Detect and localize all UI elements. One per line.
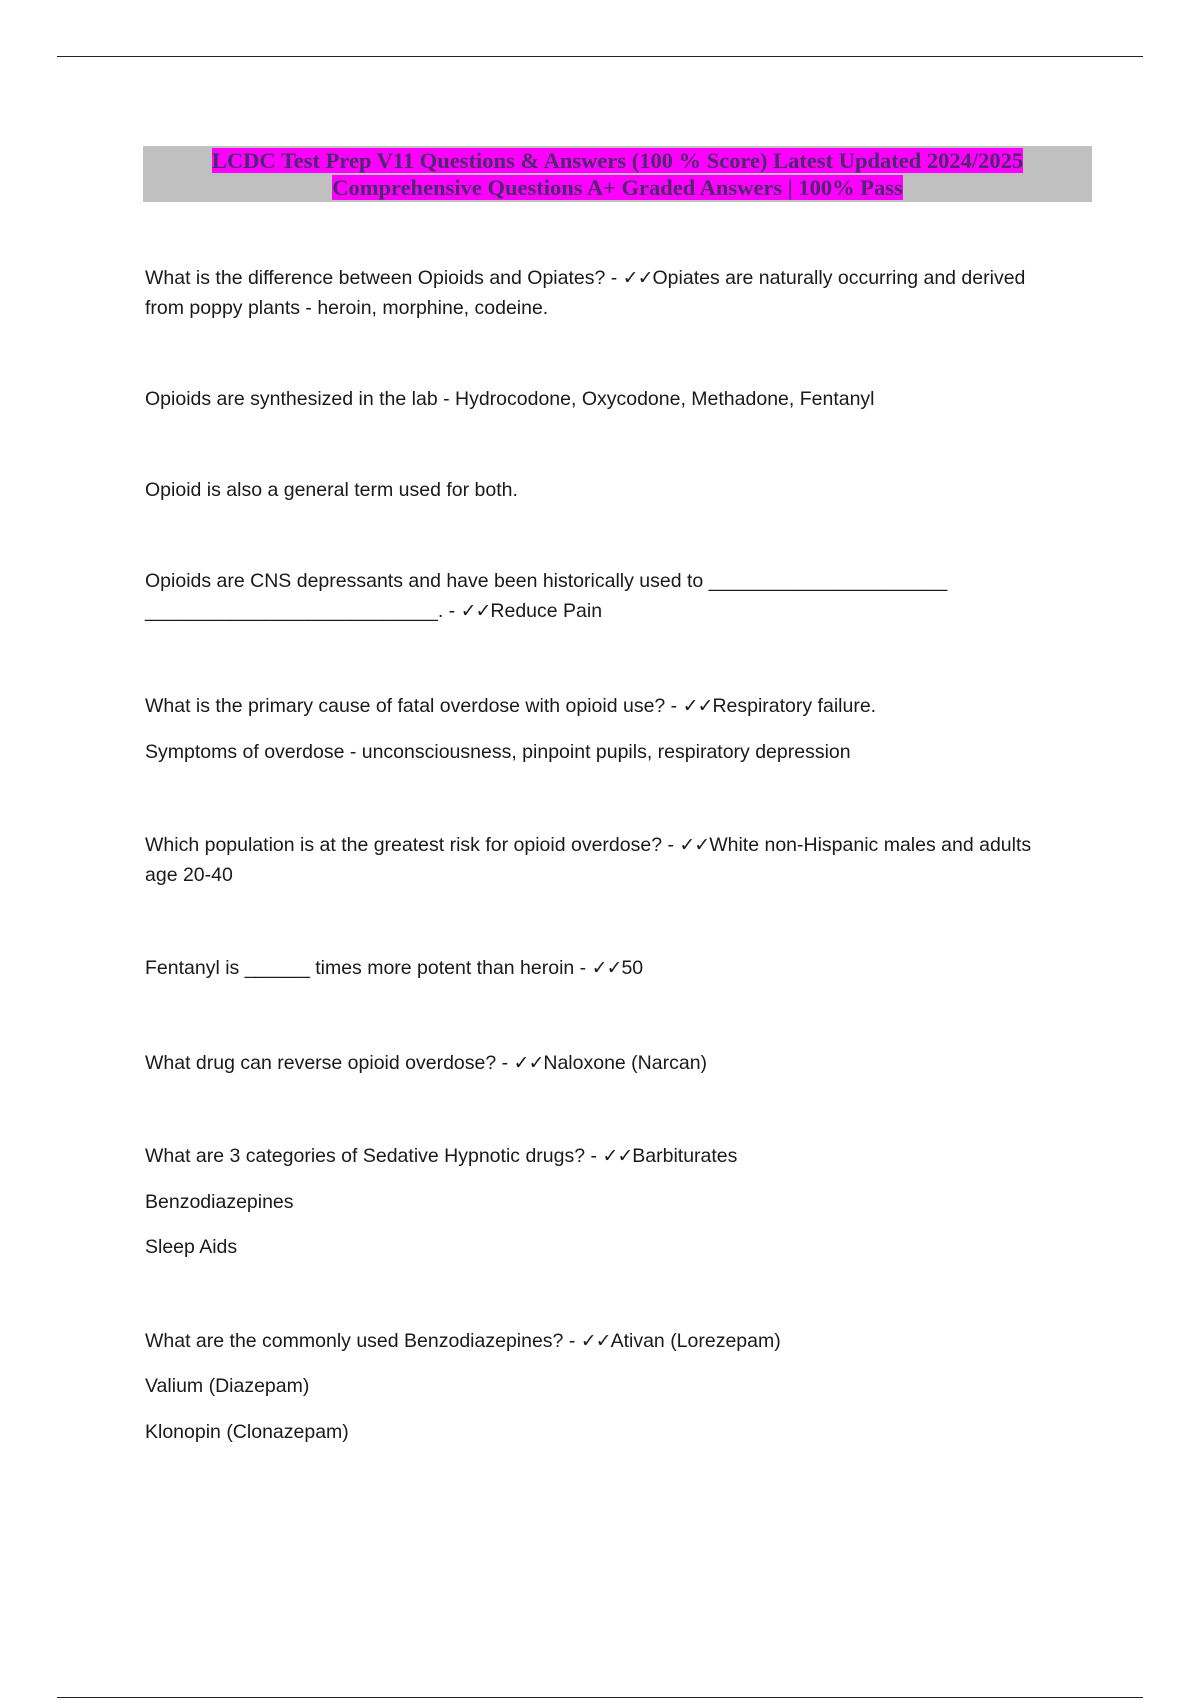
double-check-icon: ✓✓ [591,957,622,979]
question-text: What is the primary cause of fatal overdose with opioid use? - [145,695,683,717]
question-text: What are 3 categories of Sedative Hypnotic drugs? - [145,1145,603,1167]
answer-text: Opiates are naturally occurring and derived [652,267,1026,289]
question-text: Which population is at the greatest risk for opioid overdose? - [145,834,680,856]
double-check-icon: ✓✓ [460,600,491,622]
answer-text: Naloxone (Narcan) [543,1052,708,1074]
qa-item-opioids-vs-opiates [145,263,1090,323]
question-text: What are the commonly used Benzodiazepines? - [145,1330,581,1352]
answer-text: Reduce Pain [490,600,603,622]
paragraph-opioids-synthesized: Opioids are synthesized in the lab - Hydrocodone, Oxycodone, Methadone, Fentanyl [145,388,875,410]
question-text: What drug can reverse opioid overdose? - [145,1052,514,1074]
qa-item-cns-depressants [145,566,1090,626]
document-title [143,146,1092,202]
qa-item-sedative-hypnotic-categories [145,1141,1090,1171]
qa-item-common-benzodiazepines [145,1326,1090,1356]
answer-text: Barbiturates [632,1145,738,1167]
bottom-divider [57,1697,1143,1698]
answer-line-benzodiazepines: Benzodiazepines [145,1191,294,1213]
paragraph-overdose-symptoms: Symptoms of overdose - unconsciousness, pinpoint pupils, respiratory depression [145,741,851,763]
qa-item-overdose-reversal [145,1048,1090,1078]
paragraph-general-term: Opioid is also a general term used for both. [145,479,518,501]
title-line-2: Comprehensive Questions A+ Graded Answers | 100% Pass [332,175,903,200]
question-text: What is the difference between Opioids and Opiates? - [145,267,623,289]
question-text: Fentanyl is ______ times more potent than heroin - [145,957,592,979]
answer-text: White non-Hispanic males and adults [709,834,1032,856]
answer-text: 50 [621,957,644,979]
answer-text: Ativan (Lorezepam) [610,1330,781,1352]
double-check-icon: ✓✓ [682,695,713,717]
answer-text: Respiratory failure. [712,695,877,717]
qa-item-fentanyl-potency [145,953,1090,983]
answer-line-valium: Valium (Diazepam) [145,1375,310,1397]
qa-item-fatal-overdose-cause [145,691,1090,721]
qa-item-greatest-risk-population [145,830,1090,890]
answer-line-klonopin: Klonopin (Clonazepam) [145,1421,349,1443]
answer-text-continued: from poppy plants - heroin, morphine, codeine. [145,297,549,319]
double-check-icon: ✓✓ [513,1052,544,1074]
question-text-continued: ___________________________. - [145,600,461,622]
answer-text-continued: age 20-40 [145,864,233,886]
double-check-icon: ✓✓ [602,1145,633,1167]
double-check-icon: ✓✓ [580,1330,611,1352]
title-line-1: LCDC Test Prep V11 Questions & Answers (100 % Score) Latest Updated 2024/2025 [211,148,1024,173]
double-check-icon: ✓✓ [679,834,710,856]
top-divider [57,56,1143,57]
answer-line-sleep-aids: Sleep Aids [145,1236,238,1258]
double-check-icon: ✓✓ [622,267,653,289]
question-text: Opioids are CNS depressants and have been historically used to ______________________ [145,570,948,592]
